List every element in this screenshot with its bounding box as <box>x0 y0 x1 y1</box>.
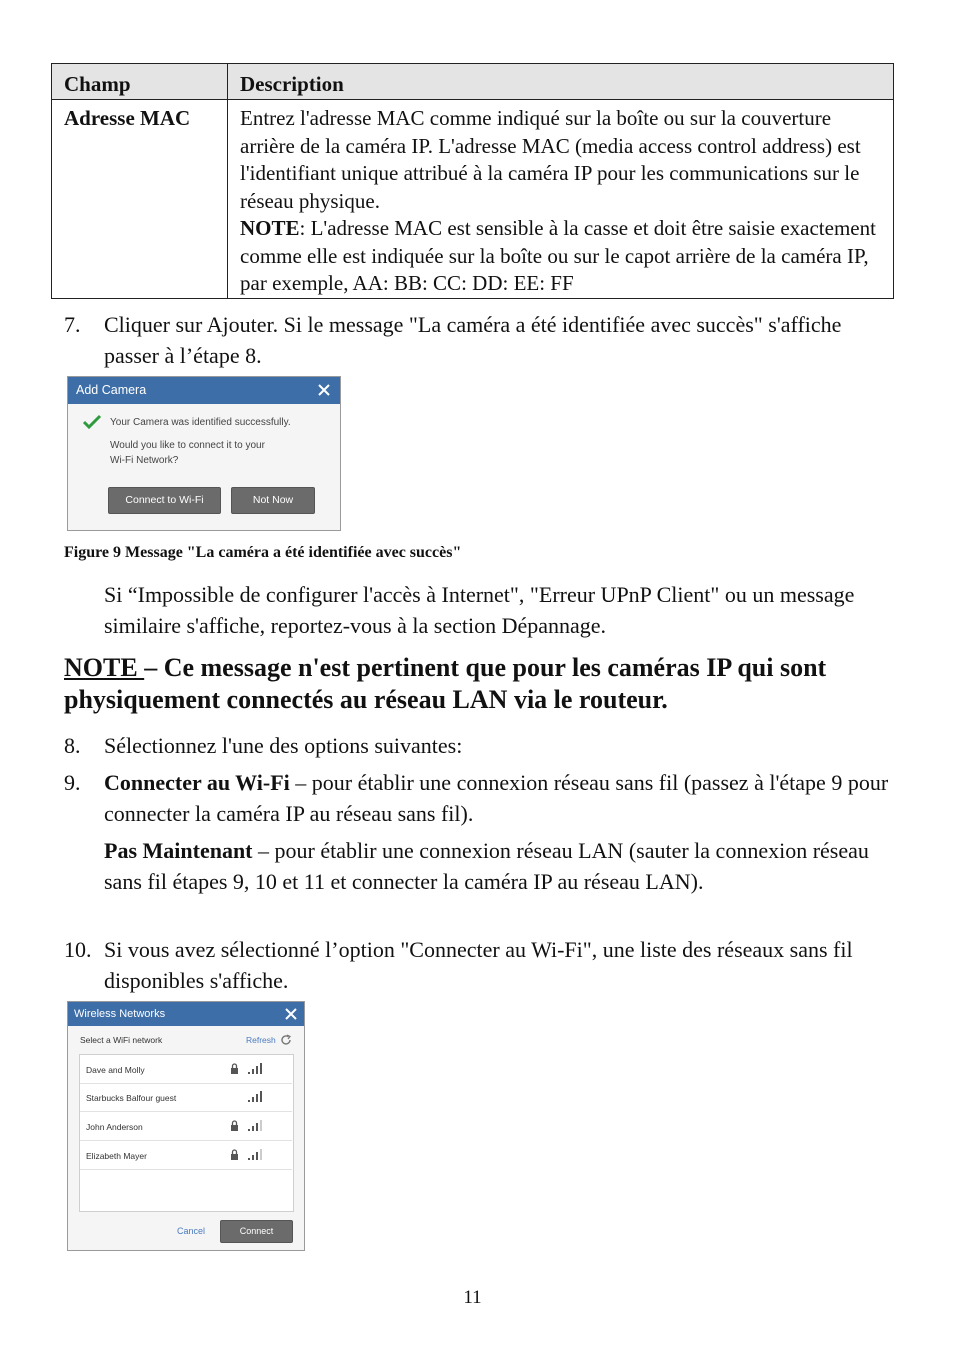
close-icon[interactable] <box>283 1002 299 1026</box>
network-name: Elizabeth Mayer <box>86 1151 147 1161</box>
note-text: : L'adresse MAC est sensible à la casse et doit être saisie exactement comme elle est indiquée sur la boîte ou sur le capot arrière de la caméra IP, par exemple, AA: BB: CC: DD: EE: FF <box>240 216 876 295</box>
table-header-row <box>52 64 894 100</box>
not-now-button[interactable]: Not Now <box>231 487 315 514</box>
note-heading-label: NOTE <box>64 653 145 682</box>
description-note <box>240 215 881 298</box>
step9-text <box>104 767 894 829</box>
step-number: 7. <box>64 312 81 337</box>
note-heading <box>64 652 894 716</box>
signal-strength-icon <box>248 1149 264 1162</box>
step-number: 8. <box>64 733 81 758</box>
field-description-cell <box>228 100 894 299</box>
success-message: Your Camera was identified successfully. <box>110 417 291 428</box>
network-item[interactable] <box>80 1083 292 1112</box>
connect-button[interactable]: Connect <box>220 1220 293 1243</box>
header-champ: Champ <box>52 64 228 100</box>
pas-maintenant-bold: Pas Maintenant <box>104 838 253 863</box>
field-name: Adresse MAC <box>52 100 228 299</box>
network-item[interactable] <box>80 1055 292 1084</box>
step9-bold: Connecter au Wi-Fi <box>104 770 290 795</box>
signal-strength-icon <box>248 1120 264 1133</box>
signal-strength-icon <box>248 1063 264 1076</box>
connect-to-wifi-button[interactable]: Connect to Wi-Fi <box>108 487 221 514</box>
lock-icon <box>230 1149 239 1162</box>
step-number: 9. <box>64 770 81 795</box>
header-description: Description <box>228 64 894 100</box>
description-text: Entrez l'adresse MAC comme indiqué sur la boîte ou sur la couverture arrière de la caméra IP. L'adresse MAC (media access control address) est l'identifiant unique attribué à la caméra IP pour les communications sur le réseau physique. <box>240 106 861 213</box>
pas-maintenant-text <box>104 835 894 897</box>
lock-icon <box>230 1063 239 1076</box>
figure-caption: Figure 9 Message "La caméra a été identifiée avec succès" <box>64 544 462 561</box>
network-item[interactable] <box>80 1141 292 1170</box>
network-name: Dave and Molly <box>86 1065 145 1075</box>
dialog-title: Wireless Networks <box>74 1008 166 1020</box>
step8-text: Sélectionnez l'une des options suivantes: <box>104 733 463 758</box>
prompt-line1: Would you like to connect it to your <box>110 440 265 451</box>
refresh-link[interactable]: Refresh <box>246 1035 276 1045</box>
step9-desc: – pour établir une connexion réseau sans fil (passez à l'étape 9 pour connecter la caméra IP au réseau sans fil). <box>104 770 889 826</box>
cancel-link[interactable]: Cancel <box>177 1226 206 1236</box>
note-label: NOTE <box>240 216 300 240</box>
network-item[interactable] <box>80 1112 292 1141</box>
dialog-header <box>68 377 340 404</box>
table-row <box>52 100 894 299</box>
network-name: John Anderson <box>86 1122 143 1132</box>
select-network-label: Select a WiFi network <box>80 1035 163 1045</box>
refresh-icon[interactable] <box>280 1033 292 1051</box>
dialog-title: Add Camera <box>76 383 147 397</box>
network-list <box>79 1054 294 1212</box>
field-description-table <box>51 63 894 299</box>
pas-maintenant-desc: – pour établir une connexion réseau LAN (sauter la connexion réseau sans fil étapes 9, 10 et 11 et connecter la caméra IP au réseau LAN). <box>104 838 869 894</box>
step10-text: Si vous avez sélectionné l’option "Connecter au Wi-Fi", une liste des réseaux sans fil disponibles s'affiche. <box>104 937 853 993</box>
step7-text: Cliquer sur Ajouter. Si le message "La caméra a été identifiée avec succès" s'affiche passer à l’étape 8. <box>104 312 842 368</box>
page-number: 11 <box>463 1287 482 1308</box>
check-icon <box>82 414 102 435</box>
dialog-header <box>68 1002 304 1026</box>
add-camera-dialog <box>67 376 341 531</box>
troubleshooting-paragraph: Si “Impossible de configurer l'accès à Internet", "Erreur UPnP Client" ou un message similaire s'affiche, reportez-vous à la section Dépannage. <box>104 582 855 638</box>
network-name: Starbucks Balfour guest <box>86 1093 177 1103</box>
step-number: 10. <box>64 937 92 962</box>
close-icon[interactable] <box>316 377 332 404</box>
note-heading-text: – Ce message n'est pertinent que pour les caméras IP qui sont physiquement connectés au réseau LAN via le routeur. <box>64 653 827 714</box>
lock-icon <box>230 1120 239 1133</box>
prompt-line2: Wi-Fi Network? <box>110 455 179 466</box>
signal-strength-icon <box>248 1091 264 1104</box>
wireless-networks-dialog <box>67 1001 305 1251</box>
